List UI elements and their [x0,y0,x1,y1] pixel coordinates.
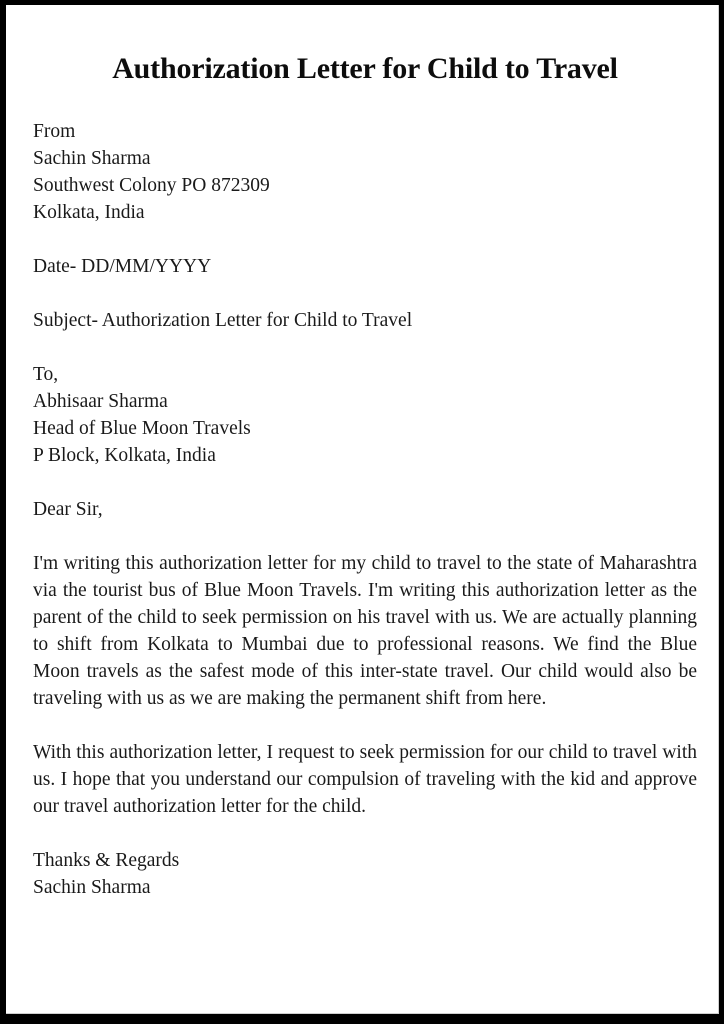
subject-block [33,307,697,334]
sender-address-block [33,118,697,226]
closing-salutation: Thanks & Regards [33,850,180,871]
date-block [33,253,697,280]
body-paragraph-1: I'm writing this authorization letter for my child to travel to the state of Maharashtra via the tourist bus of Blue Moon Travels. I'm writing this authorization letter as the parent of the child to seek permission on his travel with us. We are actually planning to shift from Kolkata to Mumbai due to professional reasons. We find the Blue Moon travels as the safest mode of this inter-state travel. Our child would also be traveling with us as we are making the permanent shift from here. [33,553,697,709]
recipient-line-to: To, [33,364,59,385]
letter-body [33,5,697,901]
recipient-line-address: P Block, Kolkata, India [33,445,216,466]
salutation-block [33,496,697,523]
sender-line-name: Sachin Sharma [33,148,151,169]
recipient-line-name: Abhisaar Sharma [33,391,168,412]
sender-line-street: Southwest Colony PO 872309 [33,175,270,196]
closing-block [33,847,697,901]
page-title: Authorization Letter for Child to Travel [112,52,618,85]
recipient-address-block [33,361,697,469]
page-content-area [6,5,719,1014]
sender-line-from: From [33,121,76,142]
recipient-line-designation: Head of Blue Moon Travels [33,418,251,439]
salutation-line: Dear Sir, [33,499,103,520]
body-paragraph-2: With this authorization letter, I request to seek permission for our child to travel with us. I hope that you understand our compulsion of traveling with the kid and approve our travel authorization letter for the child. [33,742,697,817]
subject-line: Subject- Authorization Letter for Child to Travel [33,310,413,331]
closing-signature: Sachin Sharma [33,877,151,898]
sender-line-city: Kolkata, India [33,202,145,223]
date-line: Date- DD/MM/YYYY [33,256,212,277]
